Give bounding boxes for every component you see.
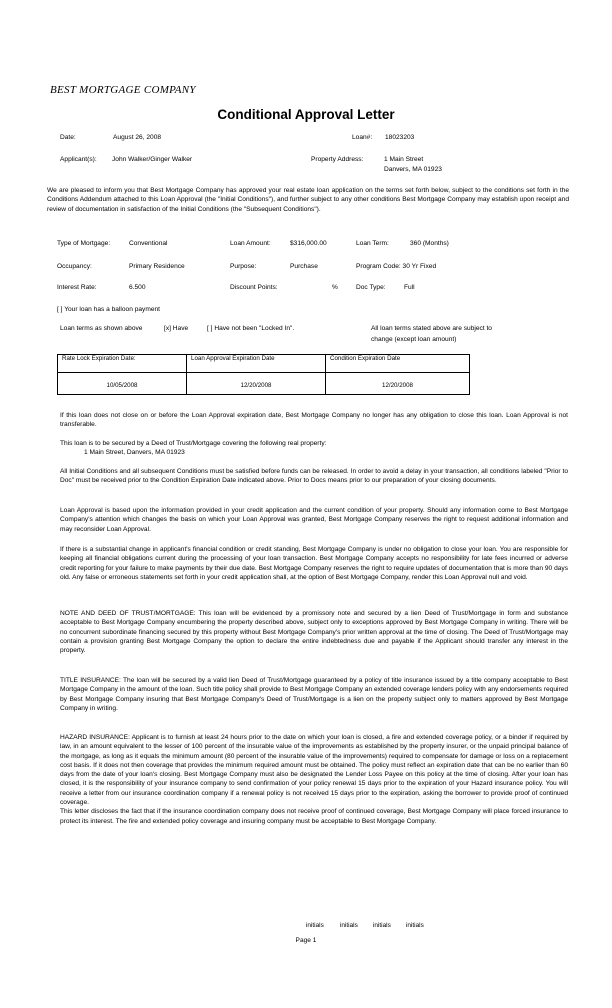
forced-insurance-text: This letter discloses the fact that if the insurance coordination company does not receive proof of continued coverage, Best Mortgage Company will place forced insurance to protect its interest. The fire and extended policy coverage and insuring company must be acceptable to Best Mortgage Company. — [60, 808, 568, 825]
rate-lock-header: Rate Lock Expiration Date: — [58, 355, 187, 373]
lock-terms-label: Loan terms as shown above — [60, 325, 143, 332]
lock-note-line1: All loan terms stated above are subject to — [371, 325, 492, 332]
date-label: Date: — [60, 134, 76, 141]
loan-number-label: Loan#: — [352, 134, 373, 141]
security-property: 1 Main Street, Danvers, MA 01923 — [84, 449, 185, 457]
hazard-insurance-paragraph — [60, 733, 568, 826]
property-address-label: Property Address: — [311, 156, 364, 163]
expiration-paragraph — [60, 411, 568, 430]
interest-rate-label: Interest Rate: — [57, 284, 97, 291]
applicants-value: John Walker/Ginger Walker — [112, 156, 193, 163]
credit-change-text: If there is a substantial change in applicant's financial condition or credit standing, Best Mortgage Company is under no obligation to close your loan. You are responsible for keeping all financial obligations current during the processing of your loan transaction. Best Mortgage Company accepts no responsibility for late fees incurred or adverse credit reporting for your failure to make payments by their due date. Best Mortgage Company reserves the right to require updates of documentation that is more than 90 days old. Any false or erroneous statements set forth in your credit application shall, at the option of Best Mortgage Company, render this Loan Approval null and void. — [60, 546, 568, 581]
date-value: August 26, 2008 — [113, 134, 162, 141]
discount-points-label: Discount Points: — [230, 284, 278, 291]
initials-3: initials — [373, 922, 391, 929]
property-address-line2: Danvers, MA 01923 — [384, 166, 442, 173]
loan-amount-value: $316,000.00 — [290, 240, 327, 247]
initials-1: initials — [306, 922, 324, 929]
loan-approval-date: 12/20/2008 — [187, 373, 326, 395]
occupancy-label: Occupancy: — [57, 263, 92, 270]
locked-have-checkbox: [x] Have — [164, 325, 189, 332]
page-number: Page 1 — [295, 937, 317, 944]
conditions-text: All Initial Conditions and all subsequent Conditions must be satisfied before funds can be released. In order to avoid a delay in your transaction, all conditions labeled "Prior to Doc" must be received prior to the Condition Expiration Date indicated above. Prior to Docs means prior to our preparation of your closing documents. — [60, 468, 568, 485]
hazard-insurance-text: HAZARD INSURANCE: Applicant is to furnish at least 24 hours prior to the date on which your loan is closed, a fire and extended coverage policy, or a binder if required by law, in an amount equivalent to the lesser of 100 percent of the insurable value of the improvements as established by the property insurer, or the unpaid principal balance of the mortgage, as long as it equals the minimum amount (80 percent of the insurable value of the improvements) required to compensate for damage or loss on a replacement cost basis. If it does not then coverage that provides the minimum required amount must be obtained. The policy must reflect an expiration date that can be no earlier than 60 days from the date of your loan's closing. Best Mortgage Company must also be designated the Lender Loss Payee on this policy at the time of closing. After your loan has closed, it is the responsibility of your insurance company to send confirmation of your policy renewal 15 days prior to the expiration of your Hazard insurance policy. You will receive a letter from our insurance coordination company if a renewal policy is not received 15 days prior to the expiration, asking the borrower to provide proof of continued coverage. — [60, 734, 568, 807]
property-address-line1: 1 Main Street — [384, 156, 424, 163]
loan-approval-header: Loan Approval Expiration Date — [187, 355, 326, 373]
lock-note-line2: change (except loan amount) — [371, 336, 457, 343]
rate-lock-date: 10/05/2008 — [58, 373, 187, 395]
purpose-label: Purpose: — [230, 263, 257, 270]
expiration-text: If this loan does not close on or before the Loan Approval expiration date, Best Mortgage Company no longer has any obligation to close this loan. Loan Approval is not transferable. — [60, 412, 568, 429]
basis-paragraph — [60, 506, 568, 534]
purpose-value: Purchase — [290, 263, 318, 270]
condition-expiration-header: Condition Expiration Date — [326, 355, 470, 373]
doc-type-label: Doc Type: — [356, 284, 386, 291]
deed-of-trust-text: NOTE AND DEED OF TRUST/MORTGAGE: This loan will be evidenced by a promissory note and secured by a lien Deed of Trust/Mortgage in form and substance acceptable to Best Mortgage Company encumbering the property described above, subject only to exceptions approved by Best Mortgage Company in writing. There will be no concurrent subordinate financing secured by this property without Best Mortgage Company's prior written approval at the time of closing. The Deed of Trust/Mortgage may contain a provision granting Best Mortgage Company the option to declare the entire indebtedness due and payable if the Applicant should transfer any interest in the property. — [60, 610, 568, 655]
mortgage-type-label: Type of Mortgage: — [57, 240, 111, 247]
doc-type-value: Full — [404, 284, 415, 291]
intro-text: We are pleased to inform you that Best Mortgage Company has approved your real estate loan application on the terms set forth below, subject to the conditions set forth in the Conditions Addendum attached to this Loan Approval (the "Initial Conditions"), and further subject to any other conditions Best Mortgage Company may establish upon receipt and review of documentation in satisfaction of the Initial Conditions (the "Subsequent Conditions"). — [47, 187, 569, 213]
table-header-row — [58, 355, 470, 373]
interest-rate-value: 6.500 — [129, 284, 146, 291]
condition-expiration-date: 12/20/2008 — [326, 373, 470, 395]
loan-term-label: Loan Term: — [356, 240, 389, 247]
initials-4: initials — [406, 922, 424, 929]
title-insurance-paragraph — [60, 676, 568, 713]
mortgage-type-value: Conventional — [129, 240, 168, 247]
loan-amount-label: Loan Amount: — [230, 240, 271, 247]
security-paragraph — [60, 439, 568, 458]
intro-paragraph — [47, 186, 569, 214]
applicants-label: Applicant(s): — [60, 156, 97, 163]
locked-have-not-checkbox: [ ] Have not been "Locked In". — [207, 325, 295, 332]
credit-change-paragraph — [60, 545, 568, 582]
initials-2: initials — [340, 922, 358, 929]
balloon-checkbox: [ ] Your loan has a balloon payment — [57, 306, 161, 313]
conditions-paragraph — [60, 467, 568, 486]
basis-text: Loan Approval is based upon the information provided in your credit application and the current condition of your property. Should any information come to Best Mortgage Company's attention which changes the basis on which your Loan Approval was granted, Best Mortgage Company reserves the right to request additional information and may reconsider Loan Approval. — [60, 507, 568, 533]
occupancy-value: Primary Residence — [129, 263, 185, 270]
table-row — [58, 373, 470, 395]
company-name: BEST MORTGAGE COMPANY — [50, 84, 196, 96]
security-text: This loan is to be secured by a Deed of Trust/Mortgage covering the following real property: — [60, 440, 327, 447]
page-title: Conditional Approval Letter — [217, 107, 395, 122]
expiration-table — [57, 354, 470, 395]
deed-of-trust-paragraph — [60, 609, 568, 655]
loan-number-value: 18023203 — [385, 134, 415, 141]
title-insurance-text: TITLE INSURANCE: The loan will be secured by a valid lien Deed of Trust/Mortgage guaranteed by a policy of title insurance issued by a title company acceptable to Best Mortgage Company in the amount of the loan. Such title policy shall provide to Best Mortgage Company an extended coverage lenders policy with any endorsements required by Best Mortgage Company insuring that Best Mortgage Company's Deed of Trust/Mortgage is a lien on the property subject only to matters approved by Best Mortgage Company in writing. — [60, 677, 568, 712]
loan-term-value: 360 (Months) — [410, 240, 449, 247]
discount-points-unit: % — [332, 284, 338, 291]
program-code: Program Code: 30 Yr Fixed — [356, 263, 437, 270]
